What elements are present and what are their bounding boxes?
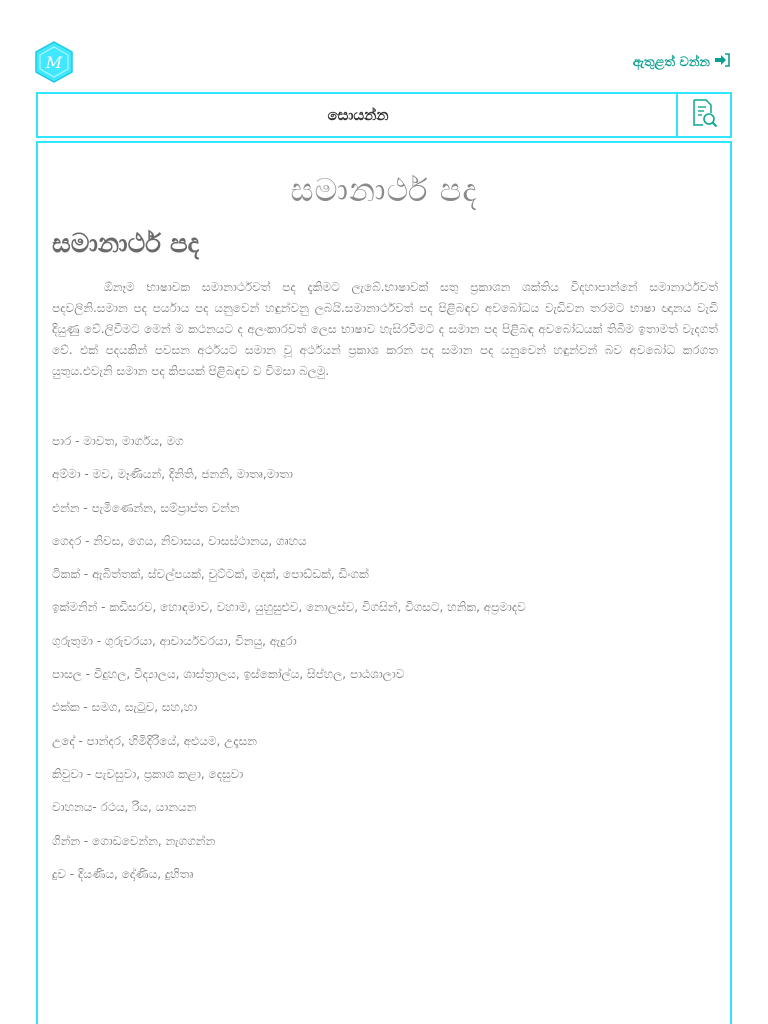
list-item: අම්මා - මව, මෑණියන්, දිනිති, ජනනි, මාතෘ,මාතා bbox=[52, 467, 293, 482]
intro-paragraph: ඕනෑම භාෂාවක සමානාර්ථවත් පද දැකිමට ලැබේ.භාෂාවක් සතු ප්‍රකාශන ශක්තිය විදහාපාන්නේ සමානාර්ථවත් පදවලිනි.සමාන පද පර්යාය පද යනුවෙන් හඳුන්වනු ලබයි.සමානාර්ථවත් පද පිළිබඳව අවබෝධය වැඩිවන තරමට භාෂා ඥානය වැඩි දියුණු වේ.ලිවීමට මෙන් ම කථනයට ද අලංකාරවත් ලෙස භාෂාව හැසිරවීමට ද සමාන පද පිළිබඳ අවබෝධයක් තිබීම ඉතාමත් වැදගත් වේ. එක් පදයකින් පවසන අර්ථයට සමාන වූ අර්ථයන් ප්‍රකාශ කරන පද සමාන පද යනුවෙන් හඳුන්වන් බව අවබෝධ කරගත යුතුය.එවැනි සමාන පද කිපයක් පිළිබඳව ව විමසා බලමු. bbox=[52, 280, 718, 378]
login-label: ඇතුළත් වන්න bbox=[632, 54, 710, 70]
logo-text: M bbox=[45, 53, 63, 72]
list-item: කිවුවා - පැවසුවා, ප්‍රකාශ කළා, දෙසුවා bbox=[52, 766, 244, 781]
list-item: දුව - දියණිය, දෝණිය, දුහිතෘ bbox=[52, 866, 194, 881]
list-item: උදේ - පාන්දර, හිමිදිරියේ, අළුයම, උදෑසන bbox=[52, 733, 257, 748]
search-label[interactable]: සොයන්න bbox=[327, 106, 389, 124]
list-item: එන්න - පැමිණෙන්න, සම්ප්‍රාප්ත වන්න bbox=[52, 500, 240, 515]
document-search-icon bbox=[690, 98, 718, 132]
list-item: ගුරුතුමා - ගුරුවරයා, ආචාර්යවරයා, විනයු, ඇදුරා bbox=[52, 633, 297, 648]
sign-in-icon bbox=[714, 53, 730, 71]
list-item: වාහනය- රථය, රිය, යානයන bbox=[52, 800, 197, 815]
logo-icon[interactable] bbox=[33, 41, 75, 83]
list-item: ගින්න - ගොඩවෙන්න, නැගගන්න bbox=[52, 833, 216, 848]
page-title: සමානාර්ථ පද bbox=[290, 171, 478, 209]
list-item: ටිකක් - ඇබිත්තක්, ස්වල්පයක්, චුට්ටක්, මදක්, පොඩ්ඩක්, ඩිංගක් bbox=[52, 567, 369, 582]
synonym-list bbox=[52, 431, 718, 897]
list-item: පාසල - විදුහල, විද්‍යාලය, ශාස්ත්‍රාලය, ඉස්කෝල්ය, සිප්හල, පාඨශාලාව bbox=[52, 667, 405, 682]
article-card bbox=[36, 141, 732, 1024]
list-item: ඉක්මනින් - කඩිසරව, හොඳමාව, වහාම, යුහුසුළුව, නොලස්ව, විගසින්, විගසට, හනික, අප්‍රමාදව bbox=[52, 600, 526, 615]
top-bar bbox=[0, 0, 768, 90]
section-heading: සමානාර්ථ පද bbox=[52, 229, 200, 259]
login-link[interactable] bbox=[633, 50, 730, 74]
list-item: එක්ක - සමග, සැටුව, සහ,හා bbox=[52, 700, 198, 715]
search-button[interactable] bbox=[676, 94, 730, 136]
list-item: ගෙදර - නිවස, ගෙය, නිවාසය, වාසස්ථානය, ගෘහය bbox=[52, 533, 307, 548]
list-item: පාර - මාවත, මාර්ගය, මග bbox=[52, 434, 184, 448]
search-bar bbox=[36, 92, 732, 138]
